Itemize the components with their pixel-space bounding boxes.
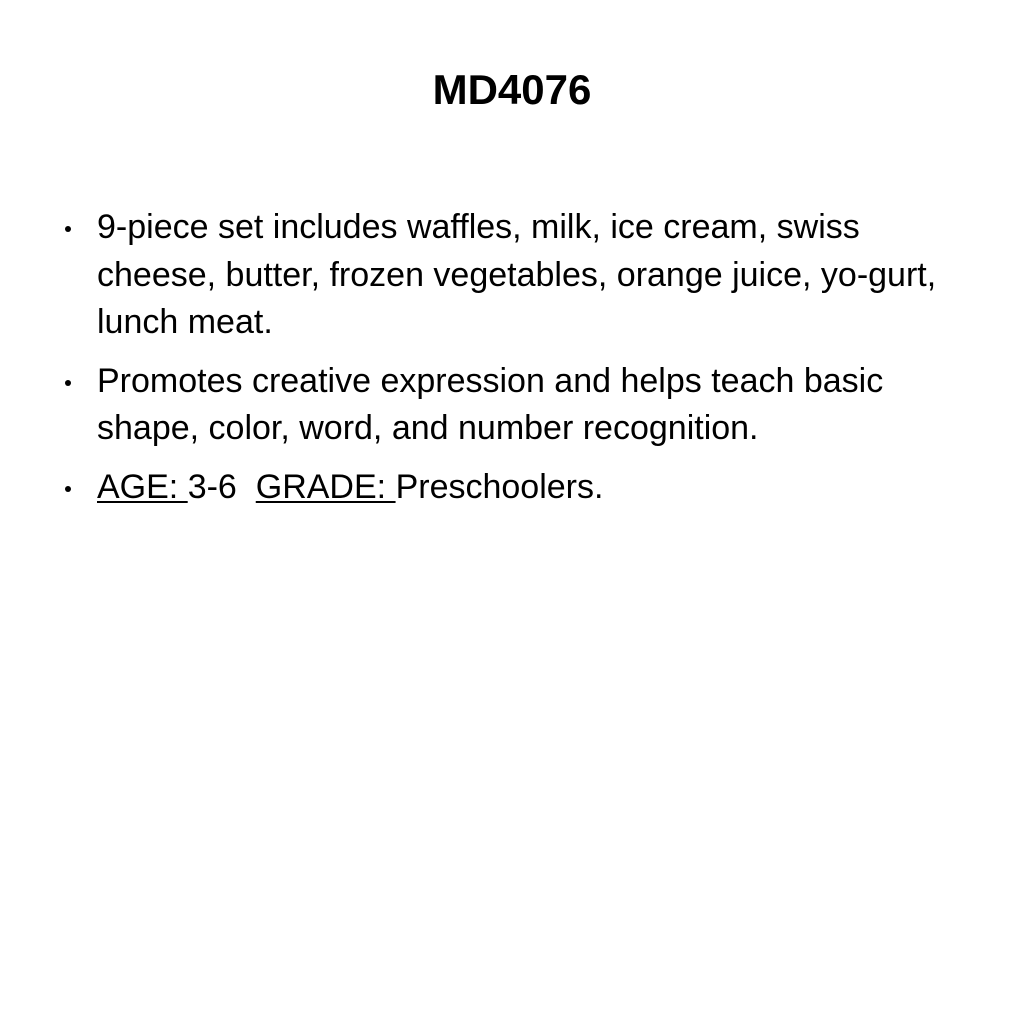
age-value: 3-6 [187, 467, 237, 506]
grade-value: Preschoolers. [395, 467, 604, 506]
bullet-text: Promotes creative expression and helps teach basic shape, color, word, and number recognition. [97, 361, 884, 447]
bullet-icon [65, 380, 71, 386]
list-item-age-grade [60, 464, 960, 512]
bullet-icon [65, 486, 71, 492]
bullet-text: 9-piece set includes waffles, milk, ice cream, swiss cheese, butter, frozen vegetables, orange juice, yo-gurt, lunch meat. [97, 208, 937, 341]
bullet-icon [65, 226, 71, 232]
grade-label: GRADE: [255, 467, 396, 506]
list-item [60, 204, 960, 347]
list-item [60, 358, 960, 453]
feature-list [60, 204, 960, 522]
page-title: MD4076 [432, 66, 592, 113]
age-label: AGE: [97, 467, 188, 506]
